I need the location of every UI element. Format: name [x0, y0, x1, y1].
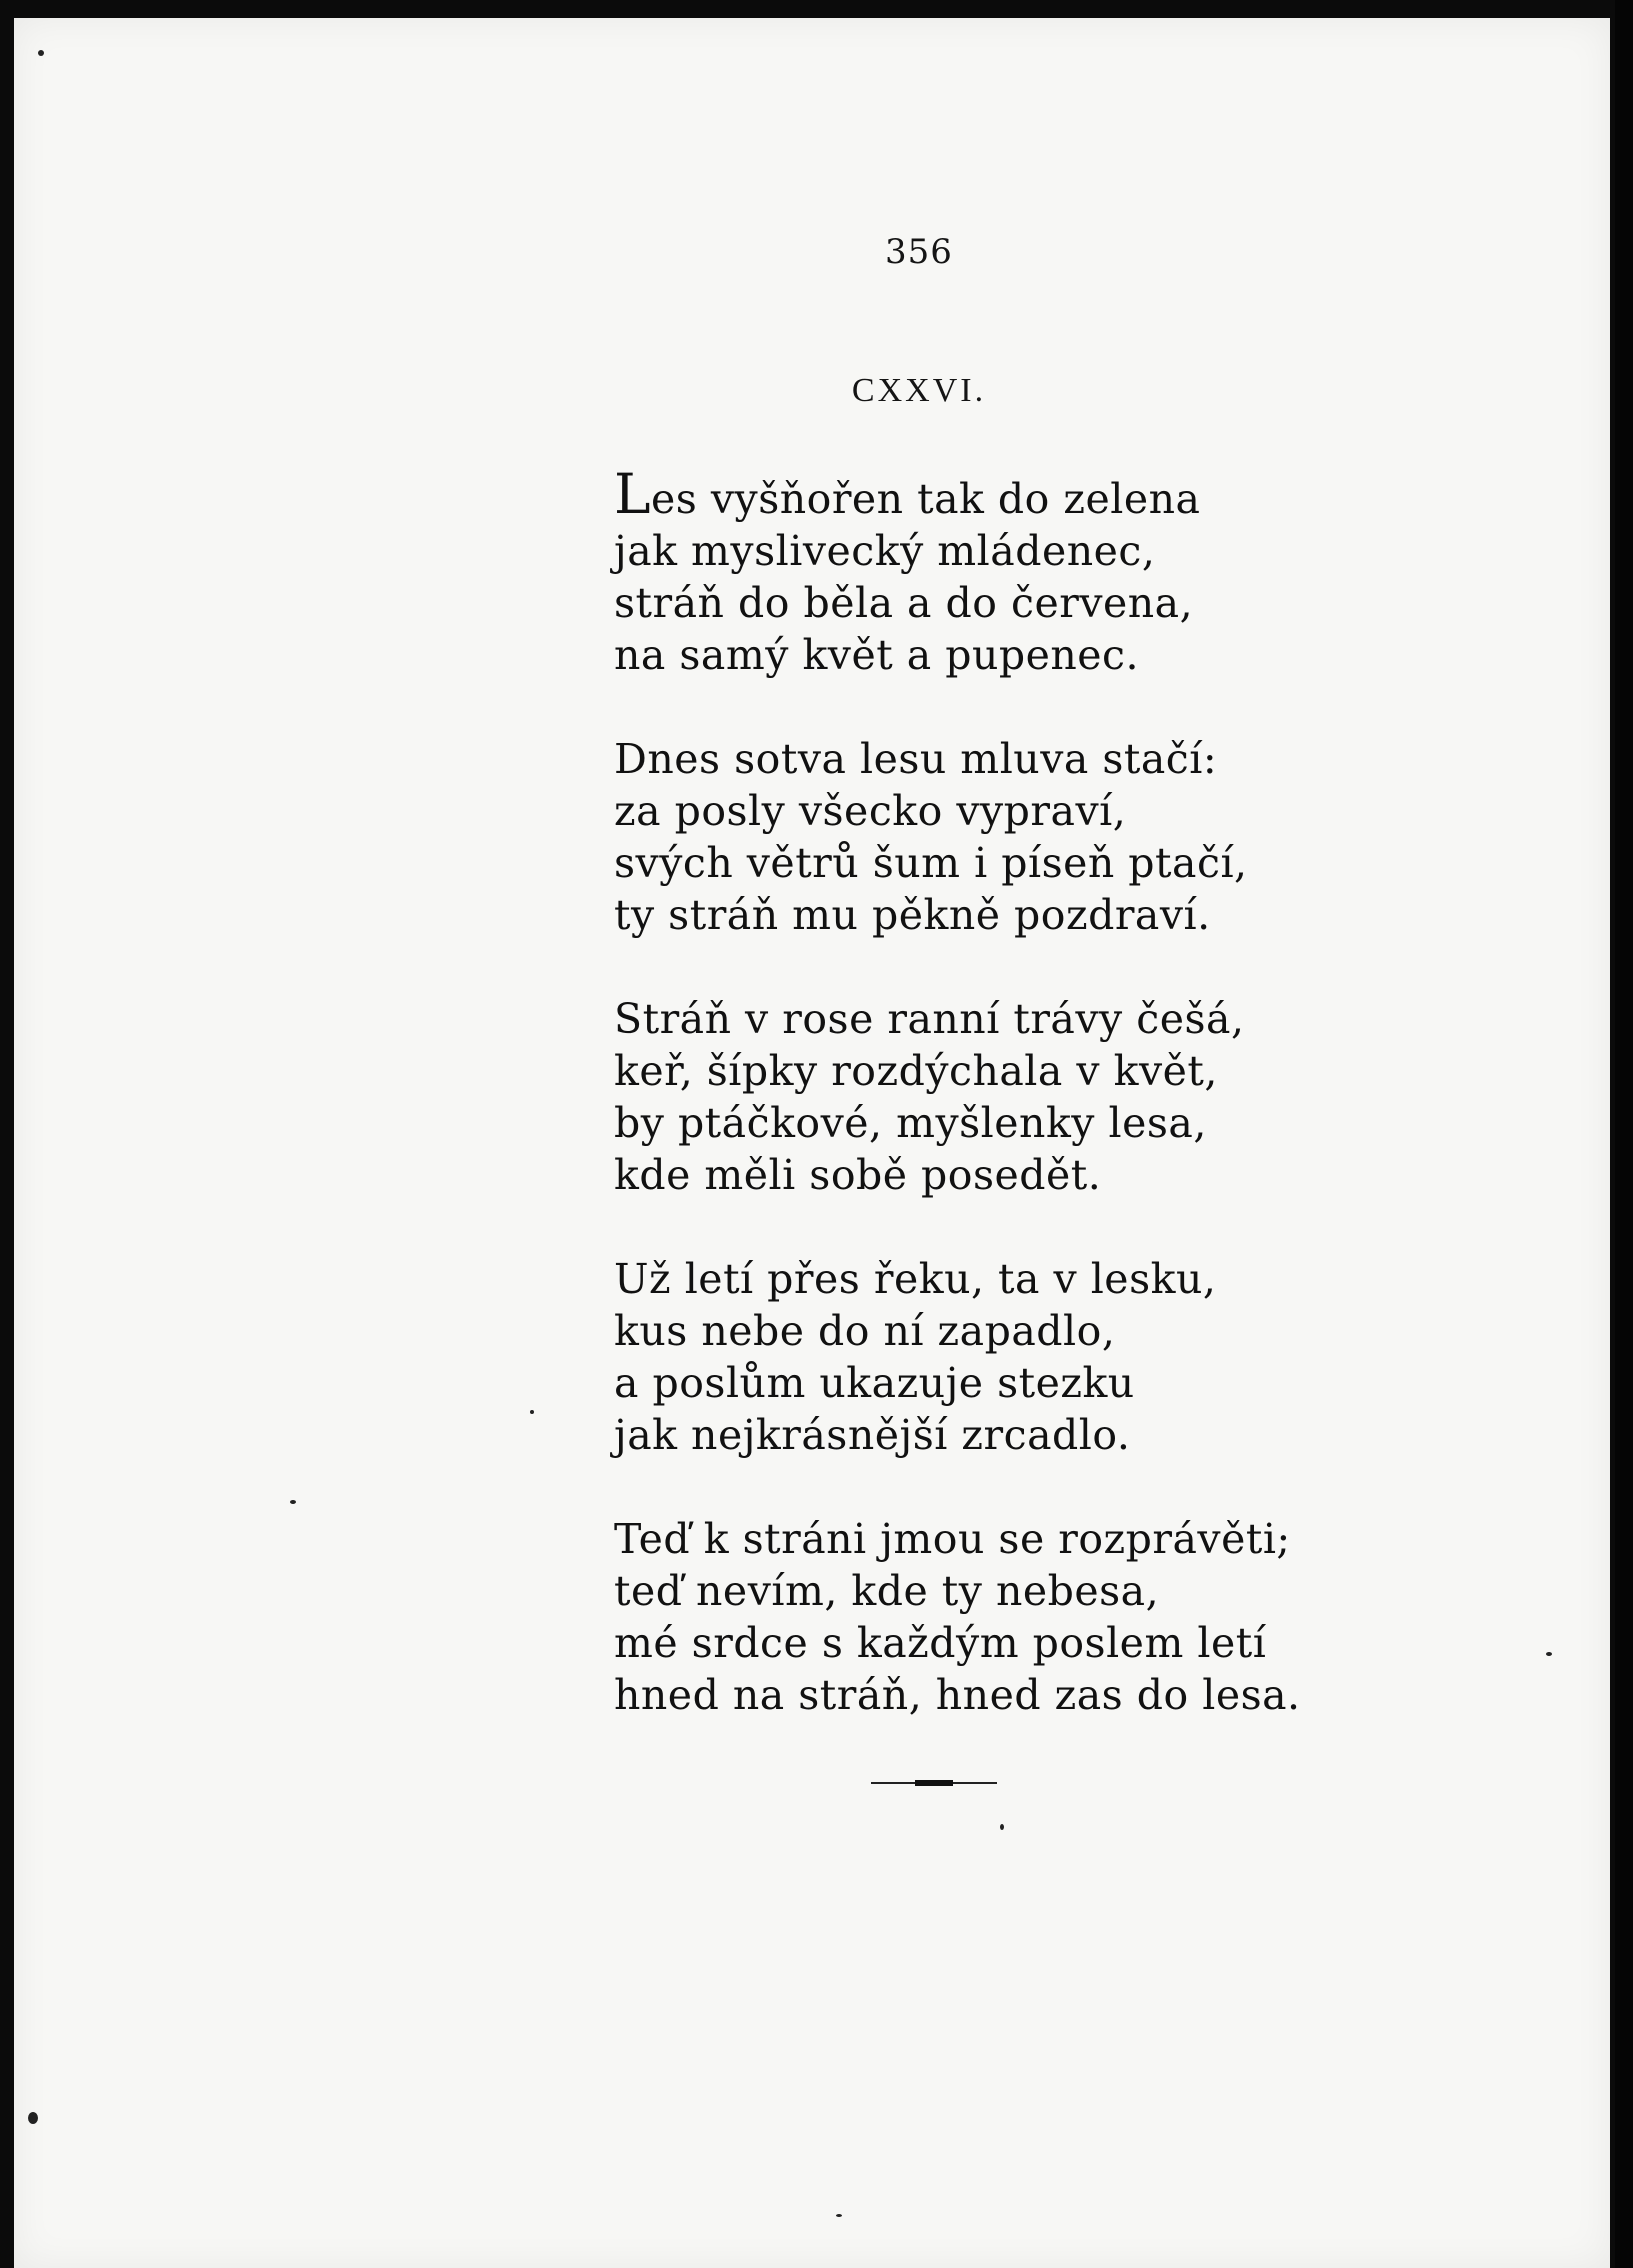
poem-line: Stráň v rose ranní trávy češá,: [614, 995, 1245, 1043]
end-ornament: [871, 1780, 997, 1785]
poem-line: by ptáčkové, myšlenky lesa,: [614, 1099, 1207, 1147]
scan-edge: [1615, 0, 1633, 2268]
poem-line: za posly všecko vypraví,: [614, 787, 1127, 835]
poem-line: ty stráň mu pěkně pozdraví.: [614, 891, 1211, 939]
scan-speck: [28, 2112, 38, 2124]
poem-line: svých větrů šum i píseň ptačí,: [614, 839, 1248, 887]
ornament-center-bar: [915, 1780, 953, 1786]
poem-line: stráň do běla a do červena,: [614, 579, 1194, 627]
poem-line: kde měli sobě posedět.: [614, 1151, 1102, 1199]
stanza-1: [614, 462, 1314, 681]
stanza-5: [614, 1513, 1314, 1721]
poem-line-text: es vyšňořen tak do zelena: [651, 475, 1201, 523]
stanza-4: [614, 1253, 1314, 1461]
poem-line: jak nejkrásnější zrcadlo.: [614, 1411, 1131, 1459]
poem-line: mé srdce s každým poslem letí: [614, 1619, 1267, 1667]
poem-line: Dnes sotva lesu mluva stačí:: [614, 735, 1218, 783]
poem-number: CXXVI.: [851, 372, 987, 409]
poem-line: keř, šípky rozdýchala v květ,: [614, 1047, 1218, 1095]
poem-line: hned na stráň, hned zas do lesa.: [614, 1671, 1301, 1719]
page-number: 356: [885, 232, 953, 272]
scan-speck: [1000, 1824, 1004, 1830]
stanza-2: [614, 733, 1314, 941]
poem-line: teď nevím, kde ty nebesa,: [614, 1567, 1160, 1615]
poem-line: na samý květ a pupenec.: [614, 631, 1140, 679]
poem-line: jak myslivecký mládenec,: [614, 527, 1156, 575]
poem-line: kus nebe do ní zapadlo,: [614, 1307, 1116, 1355]
poem-line: Už letí přes řeku, ta v lesku,: [614, 1255, 1217, 1303]
poem-line: Teď k stráni jmou se rozprávěti;: [614, 1515, 1291, 1563]
scan-speck: [836, 2214, 842, 2217]
scan-speck: [530, 1410, 534, 1414]
stanza-3: [614, 993, 1314, 1201]
poem-line: a poslům ukazuje stezku: [614, 1359, 1135, 1407]
scan-speck: [38, 50, 44, 56]
poem-body: [614, 462, 1314, 1773]
scan-speck: [290, 1500, 296, 1504]
drop-initial: L: [614, 462, 652, 526]
scan-speck: [1546, 1652, 1552, 1656]
poem-line: [614, 462, 1314, 526]
